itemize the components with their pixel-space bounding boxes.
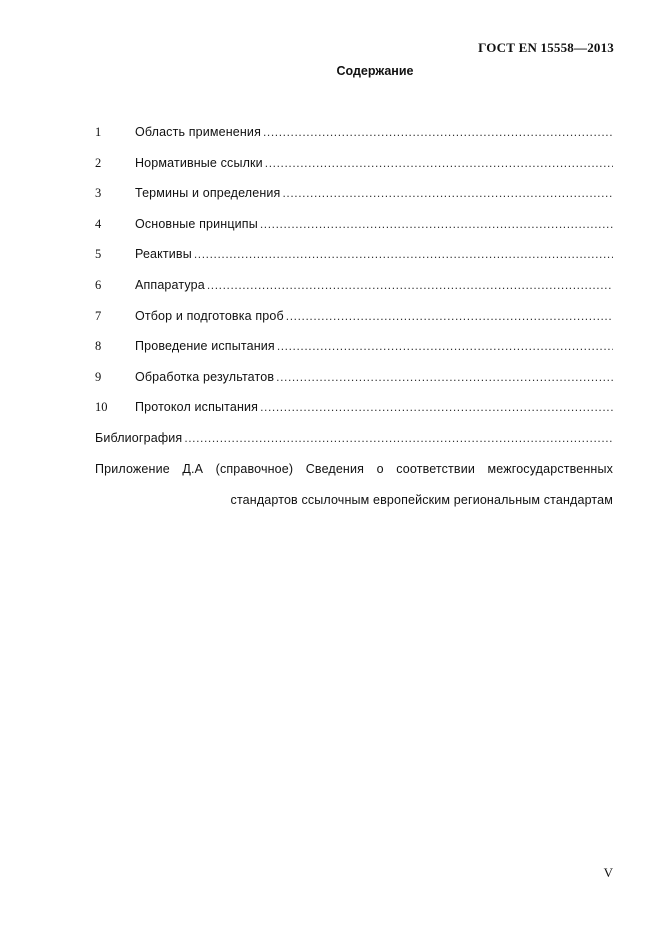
toc-entry[interactable] [95,124,613,155]
toc-entry-label: Аппаратура [135,277,205,292]
dot-leader [194,246,613,262]
toc-entry-label: Основные принципы [135,216,258,231]
toc-entry[interactable] [95,216,613,247]
toc-entry-number: 10 [95,400,108,415]
toc-entry-label: Реактивы [135,247,192,262]
toc-entry-number: 1 [95,125,102,139]
toc-entry[interactable] [95,399,613,430]
toc-entry-number: 4 [95,216,102,231]
dot-leader [260,216,613,232]
toc-entry[interactable] [95,369,613,400]
annex-title-line-1: Приложение Д.А (справочное) Сведения о соответствии межгосударственных [95,462,613,476]
toc-entry-label: Отбор и подготовка проб [135,308,284,323]
page-number: V [603,865,613,880]
toc-entry-number: 3 [95,186,102,201]
dot-leader [263,124,613,140]
toc-title: Содержание [336,64,414,78]
annex-title-line-2: стандартов ссылочным европейским региональным стандартам [230,492,613,507]
dot-leader [276,369,613,385]
dot-leader [184,430,613,446]
toc-entry-number: 5 [95,247,102,262]
toc-entry-number: 9 [95,369,102,384]
toc-entry-number: 7 [95,308,102,323]
dot-leader [207,277,613,293]
toc-entry-label: Библиография [95,430,183,445]
toc-entry-number: 8 [95,339,102,354]
toc-entry[interactable] [95,155,613,186]
toc-entry-label: Термины и определения [135,186,281,201]
toc-entry[interactable] [95,277,613,308]
toc-entry-number: 6 [95,277,102,292]
table-of-contents [95,124,613,461]
toc-entry-annex[interactable] [95,461,613,508]
toc-entry[interactable] [95,246,613,277]
toc-entry-number: 2 [95,155,102,170]
toc-entry-label: Нормативные ссылки [135,155,263,170]
toc-entry-label: Область применения [135,125,261,139]
dot-leader [286,308,613,324]
toc-entry-label: Обработка результатов [135,369,275,384]
dot-leader [282,185,613,201]
toc-entry[interactable] [95,338,613,369]
dot-leader [260,399,613,415]
toc-entry-label: Протокол испытания [135,400,259,415]
toc-entry[interactable] [95,308,613,339]
document-code: ГОСТ EN 15558—2013 [478,40,614,55]
toc-entry[interactable] [95,185,613,216]
dot-leader [265,155,613,171]
toc-entry-label: Проведение испытания [135,339,275,354]
dot-leader [277,338,613,354]
toc-entry-bibliography[interactable] [95,430,613,461]
